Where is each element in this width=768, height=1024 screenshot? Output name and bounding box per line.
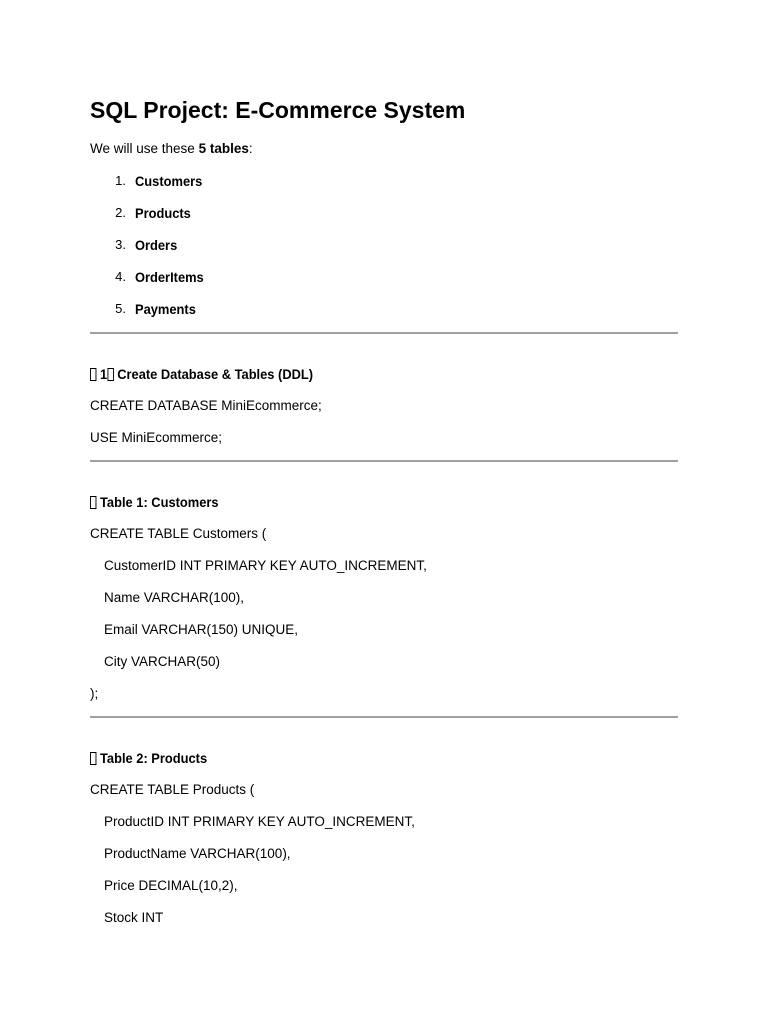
list-item-number: 3.: [115, 237, 126, 252]
heading-text: Table 1: Customers: [96, 494, 219, 510]
section-divider: [90, 716, 678, 718]
section-heading-customers: [90, 492, 219, 512]
code-line: Price DECIMAL(10,2),: [104, 878, 238, 893]
list-item-number: 4.: [115, 269, 126, 284]
section-divider: [90, 332, 678, 334]
section-divider: [90, 460, 678, 462]
code-line: ProductID INT PRIMARY KEY AUTO_INCREMENT,: [104, 814, 415, 829]
code-line: Email VARCHAR(150) UNIQUE,: [104, 622, 299, 637]
code-line: Stock INT: [104, 910, 164, 925]
code-line: CREATE DATABASE MiniEcommerce;: [90, 398, 322, 413]
intro-text: [90, 139, 253, 159]
list-item-label: Products: [135, 205, 191, 221]
heading-text: Table 2: Products: [96, 750, 208, 766]
intro-bold: 5 tables: [198, 141, 249, 156]
section-heading-products: [90, 748, 207, 768]
list-item-number: 1.: [115, 173, 126, 188]
list-item-number: 5.: [115, 301, 126, 316]
code-line: ProductName VARCHAR(100),: [104, 846, 291, 861]
list-item-label: Customers: [135, 173, 203, 189]
list-item-label: Payments: [135, 301, 196, 317]
code-line: City VARCHAR(50): [104, 654, 221, 669]
list-item-number: 2.: [115, 205, 126, 220]
heading-text: Create Database & Tables (DDL): [113, 366, 314, 382]
list-item-label: OrderItems: [135, 269, 204, 285]
code-line: CustomerID INT PRIMARY KEY AUTO_INCREMENT,: [104, 558, 427, 573]
section-heading-ddl: [90, 364, 313, 384]
heading-number: 1: [96, 366, 108, 382]
code-line: CREATE TABLE Customers (: [90, 526, 267, 541]
document-title: SQL Project: E-Commerce System: [90, 97, 466, 123]
list-item-label: Orders: [135, 237, 178, 253]
intro-suffix: :: [248, 141, 253, 156]
intro-prefix: We will use these: [90, 141, 199, 156]
document-page: [90, 0, 678, 1024]
code-line: Name VARCHAR(100),: [104, 590, 245, 605]
code-line: CREATE TABLE Products (: [90, 782, 255, 797]
code-line: USE MiniEcommerce;: [90, 430, 223, 445]
code-line: );: [90, 686, 99, 701]
